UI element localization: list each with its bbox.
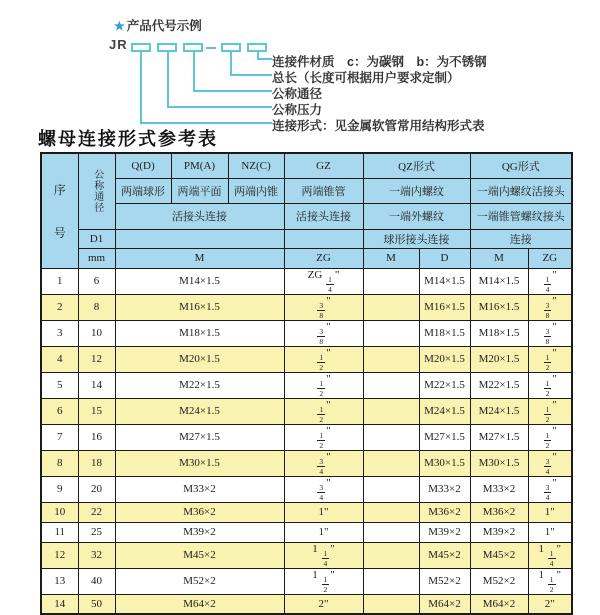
header-blank bbox=[284, 229, 363, 248]
label-nominal-pressure: 公称压力 bbox=[272, 103, 323, 117]
cell-qg_m: M20×1.5 bbox=[470, 346, 528, 372]
header-gz-sub: 两端锥管 bbox=[284, 178, 363, 203]
cell-qg_zg: $\frac{3}{4}$ " bbox=[528, 450, 572, 476]
cell-qz_m bbox=[363, 398, 419, 424]
cell-qg_m: M14×1.5 bbox=[470, 268, 528, 294]
cell-gz: $\frac{1}{2}$ " bbox=[284, 372, 363, 398]
cell-seq: 11 bbox=[41, 522, 78, 542]
cell-qz_d: M14×1.5 bbox=[419, 268, 470, 294]
code-box-4 bbox=[221, 43, 241, 52]
code-box-2 bbox=[157, 43, 177, 52]
cell-qz_d: M20×1.5 bbox=[419, 346, 470, 372]
header-seq bbox=[41, 153, 78, 268]
table-row bbox=[41, 294, 572, 320]
cell-m: M36×2 bbox=[115, 502, 284, 522]
header-pm-sub: 两端平面 bbox=[171, 178, 228, 203]
header-m2: M bbox=[363, 248, 419, 268]
header-qg-sub1: 一端内螺纹活接头 bbox=[470, 178, 572, 203]
cell-m: M18×1.5 bbox=[115, 320, 284, 346]
cell-qg_m: M36×2 bbox=[470, 502, 528, 522]
table-row bbox=[41, 268, 572, 294]
cell-qz_d: M22×1.5 bbox=[419, 372, 470, 398]
cell-m: M16×1.5 bbox=[115, 294, 284, 320]
cell-m: M24×1.5 bbox=[115, 398, 284, 424]
table-row bbox=[41, 522, 572, 542]
header-seq-char2: 号 bbox=[53, 225, 66, 240]
cell-qz_d: M39×2 bbox=[419, 522, 470, 542]
table-row bbox=[41, 568, 572, 594]
header-nz: NZ(C) bbox=[228, 153, 284, 178]
cell-dn: 16 bbox=[78, 424, 115, 450]
connector-line bbox=[193, 90, 272, 92]
table-row bbox=[41, 398, 572, 424]
code-box-3 bbox=[183, 43, 203, 52]
connector-line bbox=[140, 52, 142, 124]
cell-gz: 1" bbox=[284, 502, 363, 522]
header-nz-sub: 两端内锥 bbox=[228, 178, 284, 203]
cell-seq: 3 bbox=[41, 320, 78, 346]
cell-m: M33×2 bbox=[115, 476, 284, 502]
nut-connection-table bbox=[40, 152, 573, 615]
cell-qz_d: M36×2 bbox=[419, 502, 470, 522]
header-zg1: ZG bbox=[284, 248, 363, 268]
cell-qg_zg: $\frac{1}{4}$ " bbox=[528, 268, 572, 294]
header-union-conn: 活接头连接 bbox=[115, 203, 284, 229]
cell-m: M20×1.5 bbox=[115, 346, 284, 372]
cell-qz_m bbox=[363, 568, 419, 594]
cell-dn: 50 bbox=[78, 594, 115, 614]
header-qz: QZ形式 bbox=[363, 153, 470, 178]
cell-seq: 5 bbox=[41, 372, 78, 398]
connector-line bbox=[167, 52, 169, 108]
header-blank bbox=[115, 229, 284, 248]
header-gz-conn: 活接头连接 bbox=[284, 203, 363, 229]
cell-m: M39×2 bbox=[115, 522, 284, 542]
cell-qz_m bbox=[363, 346, 419, 372]
cell-seq: 7 bbox=[41, 424, 78, 450]
code-box-5 bbox=[247, 43, 267, 52]
cell-qz_m bbox=[363, 450, 419, 476]
connector-line bbox=[140, 122, 272, 124]
header-pm: PM(A) bbox=[171, 153, 228, 178]
header-q-sub: 两端球形 bbox=[115, 178, 171, 203]
cell-qg_zg: 1" bbox=[528, 522, 572, 542]
label-nominal-diameter: 公称通径 bbox=[272, 87, 323, 101]
cell-qg_m: M27×1.5 bbox=[470, 424, 528, 450]
cell-m: M22×1.5 bbox=[115, 372, 284, 398]
cell-gz: $\frac{3}{4}$ " bbox=[284, 476, 363, 502]
cell-qz_d: M52×2 bbox=[419, 568, 470, 594]
cell-qz_d: M18×1.5 bbox=[419, 320, 470, 346]
connector-line bbox=[230, 52, 232, 76]
cell-qz_m bbox=[363, 294, 419, 320]
cell-qg_m: M64×2 bbox=[470, 594, 528, 614]
cell-qz_d: M30×1.5 bbox=[419, 450, 470, 476]
cell-seq: 4 bbox=[41, 346, 78, 372]
cell-qz_m bbox=[363, 320, 419, 346]
cell-m: M45×2 bbox=[115, 542, 284, 568]
header-gz: GZ bbox=[284, 153, 363, 178]
cell-gz: $\frac{1}{2}$ " bbox=[284, 398, 363, 424]
header-m3: M bbox=[470, 248, 528, 268]
table-row bbox=[41, 502, 572, 522]
cell-qz_d: M24×1.5 bbox=[419, 398, 470, 424]
header-d1: D1 bbox=[78, 229, 115, 248]
table-title: 螺母连接形式参考表 bbox=[38, 129, 218, 149]
cell-qg_zg: 1 $\frac{1}{2}$ " bbox=[528, 568, 572, 594]
cell-qg_m: M52×2 bbox=[470, 568, 528, 594]
label-connection-form: 连接形式：见金属软管常用结构形式表 bbox=[272, 119, 485, 133]
cell-qg_zg: 2" bbox=[528, 594, 572, 614]
header-qz-conn: 球形接头连接 bbox=[363, 229, 470, 248]
header-qg-sub2: 一端锥管螺纹接头 bbox=[470, 203, 572, 229]
cell-seq: 2 bbox=[41, 294, 78, 320]
header-qz-sub2: 一端外螺纹 bbox=[363, 203, 470, 229]
cell-qg_zg: $\frac{1}{2}$ " bbox=[528, 424, 572, 450]
cell-qg_zg: 1 $\frac{1}{4}$ " bbox=[528, 542, 572, 568]
cell-dn: 6 bbox=[78, 268, 115, 294]
label-total-length: 总长（长度可根据用户要求定制） bbox=[272, 71, 460, 85]
connector-line bbox=[193, 52, 195, 92]
cell-dn: 22 bbox=[78, 502, 115, 522]
cell-seq: 1 bbox=[41, 268, 78, 294]
header-seq-char1: 序 bbox=[53, 182, 66, 197]
cell-m: M27×1.5 bbox=[115, 424, 284, 450]
cell-dn: 20 bbox=[78, 476, 115, 502]
cell-seq: 10 bbox=[41, 502, 78, 522]
cell-seq: 12 bbox=[41, 542, 78, 568]
cell-seq: 14 bbox=[41, 594, 78, 614]
cell-seq: 9 bbox=[41, 476, 78, 502]
cell-dn: 15 bbox=[78, 398, 115, 424]
cell-qg_m: M30×1.5 bbox=[470, 450, 528, 476]
connector-line bbox=[230, 74, 272, 76]
cell-qg_zg: $\frac{1}{2}$ " bbox=[528, 398, 572, 424]
cell-qg_m: M45×2 bbox=[470, 542, 528, 568]
cell-qg_zg: $\frac{3}{4}$ " bbox=[528, 476, 572, 502]
cell-dn: 10 bbox=[78, 320, 115, 346]
cell-qg_zg: $\frac{1}{2}$ " bbox=[528, 346, 572, 372]
cell-gz: 1 $\frac{1}{4}$ " bbox=[284, 542, 363, 568]
code-dash bbox=[206, 47, 216, 49]
cell-dn: 40 bbox=[78, 568, 115, 594]
table-row bbox=[41, 594, 572, 614]
cell-dn: 32 bbox=[78, 542, 115, 568]
cell-qg_m: M18×1.5 bbox=[470, 320, 528, 346]
header-m1: M bbox=[115, 248, 284, 268]
cell-seq: 6 bbox=[41, 398, 78, 424]
cell-qz_m bbox=[363, 476, 419, 502]
header-zg2: ZG bbox=[528, 248, 572, 268]
label-material: 连接件材质 c：为碳钢 b：为不锈钢 bbox=[272, 55, 487, 69]
cell-gz: 2" bbox=[284, 594, 363, 614]
cell-gz: $\frac{1}{2}$ " bbox=[284, 346, 363, 372]
cell-gz: $\frac{3}{4}$ " bbox=[284, 450, 363, 476]
table-row bbox=[41, 424, 572, 450]
cell-qz_d: M27×1.5 bbox=[419, 424, 470, 450]
cell-qz_m bbox=[363, 594, 419, 614]
cell-gz: 1" bbox=[284, 522, 363, 542]
cell-seq: 13 bbox=[41, 568, 78, 594]
header-qz-sub1: 一端内螺纹 bbox=[363, 178, 470, 203]
cell-qg_m: M22×1.5 bbox=[470, 372, 528, 398]
cell-qg_zg: $\frac{3}{8}$ " bbox=[528, 320, 572, 346]
table-row bbox=[41, 372, 572, 398]
cell-qg_m: M24×1.5 bbox=[470, 398, 528, 424]
cell-dn: 18 bbox=[78, 450, 115, 476]
cell-qz_m bbox=[363, 502, 419, 522]
star-icon: ★ bbox=[114, 19, 125, 33]
table-body bbox=[41, 268, 572, 614]
table-row bbox=[41, 320, 572, 346]
cell-qz_m bbox=[363, 542, 419, 568]
cell-qz_d: M16×1.5 bbox=[419, 294, 470, 320]
cell-m: M14×1.5 bbox=[115, 268, 284, 294]
header-mm: mm bbox=[78, 248, 115, 268]
cell-qg_m: M39×2 bbox=[470, 522, 528, 542]
cell-qz_m bbox=[363, 372, 419, 398]
cell-qg_zg: 1" bbox=[528, 502, 572, 522]
diagram-title-text: 产品代号示例 bbox=[126, 19, 202, 33]
cell-m: M30×1.5 bbox=[115, 450, 284, 476]
table-row bbox=[41, 450, 572, 476]
cell-qg_zg: $\frac{3}{8}$ " bbox=[528, 294, 572, 320]
header-d: D bbox=[419, 248, 470, 268]
code-box-1 bbox=[131, 43, 151, 52]
header-dn: 公称通径 bbox=[78, 153, 115, 229]
cell-qz_m bbox=[363, 522, 419, 542]
header-qg: QG形式 bbox=[470, 153, 572, 178]
cell-qg_zg: $\frac{1}{2}$ " bbox=[528, 372, 572, 398]
cell-qg_m: M16×1.5 bbox=[470, 294, 528, 320]
cell-qz_m bbox=[363, 424, 419, 450]
connector-line bbox=[257, 58, 272, 60]
table-row bbox=[41, 346, 572, 372]
cell-dn: 14 bbox=[78, 372, 115, 398]
cell-gz: $\frac{3}{8}$ " bbox=[284, 294, 363, 320]
cell-gz: $\frac{1}{2}$ " bbox=[284, 424, 363, 450]
diagram-title bbox=[114, 16, 202, 34]
cell-gz: ZG $\frac{1}{4}$ " bbox=[284, 268, 363, 294]
cell-m: M64×2 bbox=[115, 594, 284, 614]
table-row bbox=[41, 476, 572, 502]
cell-dn: 25 bbox=[78, 522, 115, 542]
cell-qz_d: M33×2 bbox=[419, 476, 470, 502]
cell-qg_m: M33×2 bbox=[470, 476, 528, 502]
header-q: Q(D) bbox=[115, 153, 171, 178]
cell-qz_d: M45×2 bbox=[419, 542, 470, 568]
cell-m: M52×2 bbox=[115, 568, 284, 594]
table-row bbox=[41, 542, 572, 568]
cell-qz_m bbox=[363, 268, 419, 294]
cell-qz_d: M64×2 bbox=[419, 594, 470, 614]
cell-gz: $\frac{3}{8}$ " bbox=[284, 320, 363, 346]
cell-dn: 8 bbox=[78, 294, 115, 320]
header-qg-conn: 连接 bbox=[470, 229, 572, 248]
cell-seq: 8 bbox=[41, 450, 78, 476]
cell-gz: 1 $\frac{1}{2}$ " bbox=[284, 568, 363, 594]
connector-line bbox=[167, 106, 272, 108]
cell-dn: 12 bbox=[78, 346, 115, 372]
code-prefix: JR bbox=[109, 37, 128, 52]
